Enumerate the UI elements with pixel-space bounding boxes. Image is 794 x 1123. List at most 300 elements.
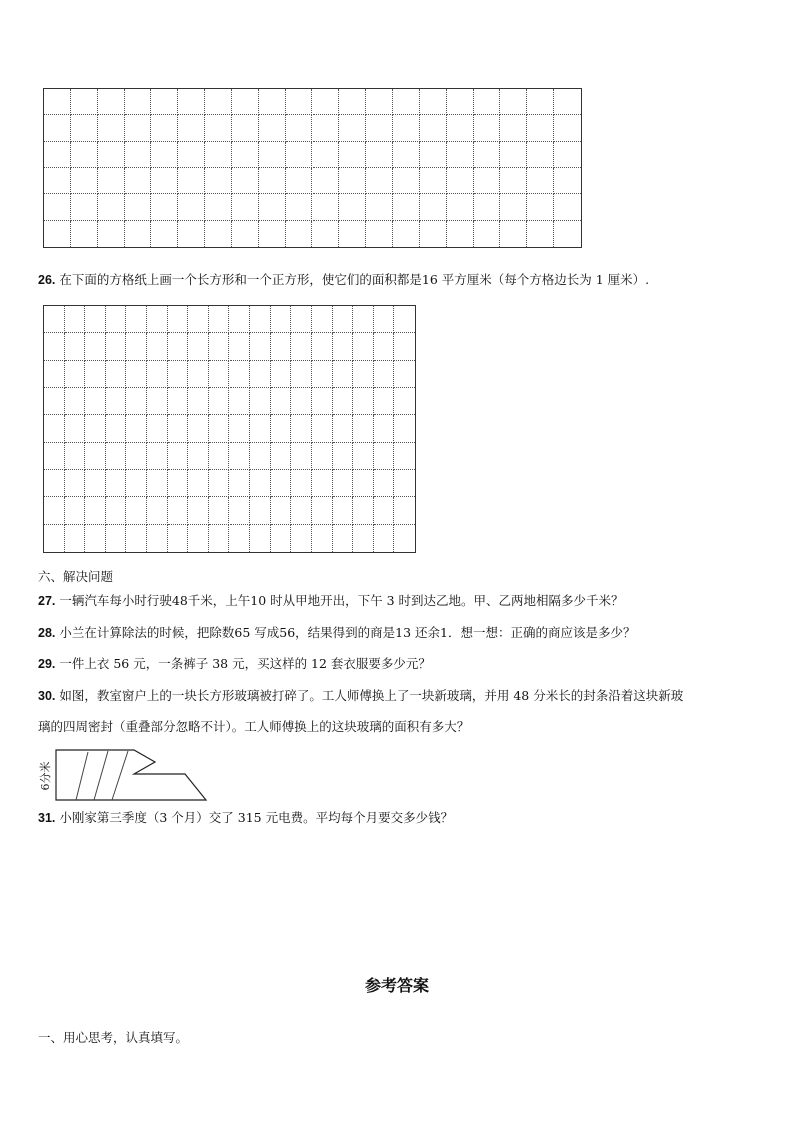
grid-cell xyxy=(106,306,127,333)
grid-cell xyxy=(353,525,374,552)
grid-cell xyxy=(447,115,474,141)
grid-cell xyxy=(126,470,147,497)
grid-cell xyxy=(188,525,209,552)
grid-cell xyxy=(71,168,98,194)
grid-cell xyxy=(394,525,415,552)
grid-cell xyxy=(394,497,415,524)
grid-cell xyxy=(333,361,354,388)
grid-cell xyxy=(333,525,354,552)
grid-cell xyxy=(374,306,395,333)
grid-cell xyxy=(168,497,189,524)
grid-cell xyxy=(291,497,312,524)
grid-cell xyxy=(85,443,106,470)
grid-cell xyxy=(168,333,189,360)
grid-cell xyxy=(366,194,393,220)
grid-cell xyxy=(271,306,292,333)
grid-cell xyxy=(447,194,474,220)
grid-cell xyxy=(230,443,251,470)
broken-glass-figure xyxy=(38,748,213,804)
grid-cell xyxy=(209,497,230,524)
grid-cell xyxy=(106,333,127,360)
question-number: 28. xyxy=(38,626,56,640)
grid-cell xyxy=(447,89,474,115)
grid-cell xyxy=(85,333,106,360)
grid-cell xyxy=(126,388,147,415)
grid-cell xyxy=(393,115,420,141)
grid-cell xyxy=(106,497,127,524)
grid-cell xyxy=(420,168,447,194)
grid-cell xyxy=(312,415,333,442)
grid-cell xyxy=(286,89,313,115)
grid-cell xyxy=(250,388,271,415)
grid-cell xyxy=(313,194,340,220)
grid-cell xyxy=(147,497,168,524)
grid-cell xyxy=(374,497,395,524)
question-number: 30. xyxy=(38,689,56,703)
grid-cell xyxy=(44,443,65,470)
grid-cell xyxy=(312,361,333,388)
grid-cell xyxy=(366,89,393,115)
question-number: 29. xyxy=(38,657,56,671)
grid-cell xyxy=(271,361,292,388)
grid-cell xyxy=(333,497,354,524)
grid-cell xyxy=(554,89,581,115)
grid-cell xyxy=(250,333,271,360)
grid-cell xyxy=(339,115,366,141)
question-text: 在下面的方格纸上画一个长方形和一个正方形，使它们的面积都是16 平方厘米（每个方格边长为 1 厘米）. xyxy=(59,272,650,287)
grid-cell xyxy=(312,525,333,552)
grid-cell xyxy=(554,142,581,168)
grid-cell xyxy=(205,115,232,141)
question-26 xyxy=(38,272,649,288)
grid-cell xyxy=(291,443,312,470)
grid-cell xyxy=(353,361,374,388)
grid-cell xyxy=(259,168,286,194)
grid-cell xyxy=(44,470,65,497)
grid-cell xyxy=(291,525,312,552)
grid-cell xyxy=(339,142,366,168)
grid-cell xyxy=(474,89,501,115)
grid-cell xyxy=(500,142,527,168)
grid-cell xyxy=(366,168,393,194)
grid-cell xyxy=(71,115,98,141)
grid-cell xyxy=(250,306,271,333)
grid-cell xyxy=(313,221,340,247)
grid-cell xyxy=(106,443,127,470)
crack-line xyxy=(76,752,88,800)
grid-cell xyxy=(312,470,333,497)
grid-cell xyxy=(85,306,106,333)
grid-cell xyxy=(353,415,374,442)
grid-cell xyxy=(393,89,420,115)
grid-cell xyxy=(313,168,340,194)
grid-cell xyxy=(98,194,125,220)
grid-cell xyxy=(168,525,189,552)
grid-cell xyxy=(374,443,395,470)
grid-cell xyxy=(106,388,127,415)
grid-cell xyxy=(178,221,205,247)
grid-cell xyxy=(527,194,554,220)
grid-cell xyxy=(291,333,312,360)
grid-cell xyxy=(44,306,65,333)
grid-cell xyxy=(353,388,374,415)
grid-cell xyxy=(313,142,340,168)
grid-cell xyxy=(286,194,313,220)
grid-cell xyxy=(500,89,527,115)
grid-cell xyxy=(205,142,232,168)
grid-cell xyxy=(168,388,189,415)
grid-cell xyxy=(44,89,71,115)
grid-cell xyxy=(474,194,501,220)
grid-cell xyxy=(98,142,125,168)
grid-cell xyxy=(168,306,189,333)
grid-cell xyxy=(374,525,395,552)
grid-cell xyxy=(474,142,501,168)
grid-cell xyxy=(188,497,209,524)
question-text: 小刚家第三季度（3 个月）交了 315 元电费。平均每个月要交多少钱？ xyxy=(59,810,454,825)
grid-cell xyxy=(44,221,71,247)
grid-cell xyxy=(209,525,230,552)
grid-cell xyxy=(339,168,366,194)
grid-cell xyxy=(271,388,292,415)
grid-cell xyxy=(98,168,125,194)
grid-cell xyxy=(393,142,420,168)
grid-cell xyxy=(447,168,474,194)
grid-cell xyxy=(44,142,71,168)
grid-cell xyxy=(126,415,147,442)
question-27 xyxy=(38,593,624,609)
grid-cell xyxy=(65,525,86,552)
grid-cell xyxy=(250,525,271,552)
grid-cell xyxy=(44,361,65,388)
grid-cell xyxy=(394,333,415,360)
grid-cell xyxy=(125,142,152,168)
grid-cell xyxy=(271,443,292,470)
grid-cell xyxy=(366,142,393,168)
grid-cell xyxy=(125,168,152,194)
grid-cell xyxy=(71,142,98,168)
grid-cell xyxy=(188,415,209,442)
grid-cell xyxy=(374,333,395,360)
question-29 xyxy=(38,656,431,672)
grid-cell xyxy=(230,415,251,442)
grid-cell xyxy=(339,89,366,115)
grid-cell xyxy=(125,221,152,247)
grid-cell xyxy=(44,388,65,415)
grid-cell xyxy=(188,333,209,360)
grid-cell xyxy=(65,361,86,388)
grid-cell xyxy=(65,415,86,442)
grid-top xyxy=(43,88,582,248)
grid-cell xyxy=(366,221,393,247)
grid-cell xyxy=(230,497,251,524)
grid-cell xyxy=(106,415,127,442)
grid-cell xyxy=(232,221,259,247)
grid-cell xyxy=(312,497,333,524)
grid-cell xyxy=(126,361,147,388)
grid-cell xyxy=(232,168,259,194)
grid-cell xyxy=(44,415,65,442)
grid-cell xyxy=(286,142,313,168)
grid-cell xyxy=(205,221,232,247)
grid-cell xyxy=(147,361,168,388)
grid-cell xyxy=(500,168,527,194)
grid-cell xyxy=(188,470,209,497)
grid-cell xyxy=(126,497,147,524)
grid-cell xyxy=(393,194,420,220)
question-text: 一辆汽车每小时行驶48千米，上午10 时从甲地开出，下午 3 时到达乙地。甲、乙两地相隔多少千米？ xyxy=(59,593,624,608)
grid-cell xyxy=(85,361,106,388)
grid-cell xyxy=(71,89,98,115)
grid-q26 xyxy=(43,305,416,553)
grid-cell xyxy=(527,142,554,168)
grid-cell xyxy=(126,306,147,333)
grid-cell xyxy=(209,361,230,388)
grid-cell xyxy=(393,221,420,247)
crack-line xyxy=(112,751,128,800)
grid-cell xyxy=(374,361,395,388)
grid-cell xyxy=(420,115,447,141)
grid-cell xyxy=(374,470,395,497)
grid-cell xyxy=(151,168,178,194)
grid-cell xyxy=(333,470,354,497)
grid-cell xyxy=(230,388,251,415)
grid-cell xyxy=(209,443,230,470)
grid-cell xyxy=(250,470,271,497)
grid-cell xyxy=(447,142,474,168)
grid-cell xyxy=(44,333,65,360)
grid-cell xyxy=(291,388,312,415)
glass-outline xyxy=(56,750,206,800)
grid-cell xyxy=(291,361,312,388)
answers-title: 参考答案 xyxy=(364,976,429,995)
grid-cell xyxy=(500,194,527,220)
grid-cell xyxy=(527,89,554,115)
grid-cell xyxy=(230,361,251,388)
grid-cell xyxy=(205,194,232,220)
grid-cell xyxy=(147,388,168,415)
grid-cell xyxy=(374,388,395,415)
grid-cell xyxy=(374,415,395,442)
grid-cell xyxy=(178,142,205,168)
question-text: 一件上衣 56 元，一条裤子 38 元，买这样的 12 套衣服要多少元？ xyxy=(59,656,431,671)
grid-cell xyxy=(126,443,147,470)
grid-cell xyxy=(230,525,251,552)
grid-cell xyxy=(44,115,71,141)
grid-cell xyxy=(339,194,366,220)
grid-cell xyxy=(71,194,98,220)
grid-cell xyxy=(353,497,374,524)
grid-cell xyxy=(259,221,286,247)
grid-cell xyxy=(71,221,98,247)
grid-cell xyxy=(178,115,205,141)
grid-cell xyxy=(394,306,415,333)
grid-cell xyxy=(333,415,354,442)
grid-cell xyxy=(313,89,340,115)
grid-cell xyxy=(339,221,366,247)
grid-cell xyxy=(168,470,189,497)
grid-cell xyxy=(209,333,230,360)
grid-cell xyxy=(44,194,71,220)
grid-cell xyxy=(147,415,168,442)
grid-cell xyxy=(147,525,168,552)
grid-cell xyxy=(312,306,333,333)
grid-cell xyxy=(333,333,354,360)
grid-cell xyxy=(98,89,125,115)
grid-cell xyxy=(98,115,125,141)
grid-cell xyxy=(126,525,147,552)
grid-cell xyxy=(500,221,527,247)
grid-cell xyxy=(151,194,178,220)
grid-cell xyxy=(353,333,374,360)
grid-cell xyxy=(85,388,106,415)
grid-cell xyxy=(420,194,447,220)
grid-cell xyxy=(333,443,354,470)
grid-cell xyxy=(500,115,527,141)
question-text-line2: 璃的四周密封（重叠部分忽略不计）。工人师傅换上的这块玻璃的面积有多大？ xyxy=(38,719,470,734)
grid-cell xyxy=(168,443,189,470)
grid-cell xyxy=(250,443,271,470)
grid-cell xyxy=(271,497,292,524)
grid-cell xyxy=(151,221,178,247)
grid-cell xyxy=(65,497,86,524)
grid-cell xyxy=(125,115,152,141)
grid-cell xyxy=(313,115,340,141)
grid-cell xyxy=(168,415,189,442)
grid-cell xyxy=(394,388,415,415)
grid-cell xyxy=(147,443,168,470)
grid-cell xyxy=(209,415,230,442)
question-text: 小兰在计算除法的时候，把除数65 写成56，结果得到的商是13 还余1．想一想：正确的商应该是多少？ xyxy=(59,625,636,640)
side-length-label: 6分米 xyxy=(39,761,52,791)
grid-cell xyxy=(65,306,86,333)
grid-cell xyxy=(44,168,71,194)
grid-cell xyxy=(250,415,271,442)
grid-cell xyxy=(527,168,554,194)
grid-cell xyxy=(106,361,127,388)
grid-cell xyxy=(291,306,312,333)
grid-cell xyxy=(271,525,292,552)
grid-cell xyxy=(178,194,205,220)
grid-cell xyxy=(291,470,312,497)
grid-cell xyxy=(232,194,259,220)
grid-cell xyxy=(232,89,259,115)
grid-cell xyxy=(106,525,127,552)
grid-cell xyxy=(151,115,178,141)
grid-cell xyxy=(147,306,168,333)
grid-cell xyxy=(151,89,178,115)
section-heading: 六、解决问题 xyxy=(38,569,114,584)
grid-cell xyxy=(151,142,178,168)
grid-cell xyxy=(147,470,168,497)
grid-cell xyxy=(125,89,152,115)
grid-cell xyxy=(474,168,501,194)
grid-cell xyxy=(393,168,420,194)
grid-cell xyxy=(312,443,333,470)
grid-cell xyxy=(447,221,474,247)
question-31 xyxy=(38,810,453,826)
grid-cell xyxy=(420,221,447,247)
question-number: 27. xyxy=(38,594,56,608)
question-30-continued xyxy=(38,719,469,735)
question-30 xyxy=(38,688,683,704)
grid-cell xyxy=(250,497,271,524)
grid-cell xyxy=(259,89,286,115)
grid-cell xyxy=(554,221,581,247)
grid-cell xyxy=(271,333,292,360)
grid-cell xyxy=(44,497,65,524)
grid-cell xyxy=(178,168,205,194)
grid-cell xyxy=(259,115,286,141)
grid-cell xyxy=(188,306,209,333)
grid-cell xyxy=(209,470,230,497)
grid-cell xyxy=(420,142,447,168)
grid-cell xyxy=(286,115,313,141)
grid-cell xyxy=(230,333,251,360)
question-28 xyxy=(38,625,636,641)
grid-cell xyxy=(230,306,251,333)
grid-cell xyxy=(85,525,106,552)
grid-cell xyxy=(420,89,447,115)
grid-cell xyxy=(232,115,259,141)
answers-part-heading: 一、用心思考，认真填写。 xyxy=(38,1030,189,1045)
grid-cell xyxy=(333,388,354,415)
grid-cell xyxy=(188,443,209,470)
grid-cell xyxy=(147,333,168,360)
grid-cell xyxy=(312,333,333,360)
grid-cell xyxy=(353,470,374,497)
grid-cell xyxy=(554,168,581,194)
grid-cell xyxy=(554,194,581,220)
grid-cell xyxy=(291,415,312,442)
question-number: 31. xyxy=(38,811,56,825)
grid-cell xyxy=(65,388,86,415)
crack-line xyxy=(94,751,108,800)
grid-cell xyxy=(554,115,581,141)
grid-cell xyxy=(230,470,251,497)
grid-cell xyxy=(106,470,127,497)
grid-cell xyxy=(312,388,333,415)
grid-cell xyxy=(126,333,147,360)
grid-cell xyxy=(286,168,313,194)
grid-cell xyxy=(188,388,209,415)
grid-cell xyxy=(85,415,106,442)
grid-cell xyxy=(65,443,86,470)
grid-cell xyxy=(232,142,259,168)
grid-cell xyxy=(271,415,292,442)
grid-cell xyxy=(394,470,415,497)
grid-cell xyxy=(259,194,286,220)
grid-cell xyxy=(125,194,152,220)
grid-cell xyxy=(85,497,106,524)
grid-cell xyxy=(209,388,230,415)
grid-cell xyxy=(85,470,106,497)
grid-cell xyxy=(250,361,271,388)
grid-cell xyxy=(188,361,209,388)
grid-cell xyxy=(271,470,292,497)
grid-cell xyxy=(178,89,205,115)
grid-cell xyxy=(65,333,86,360)
grid-cell xyxy=(98,221,125,247)
grid-cell xyxy=(168,361,189,388)
grid-cell xyxy=(333,306,354,333)
grid-cell xyxy=(259,142,286,168)
grid-cell xyxy=(286,221,313,247)
question-number: 26. xyxy=(38,273,56,287)
grid-cell xyxy=(209,306,230,333)
grid-cell xyxy=(394,415,415,442)
grid-cell xyxy=(205,168,232,194)
